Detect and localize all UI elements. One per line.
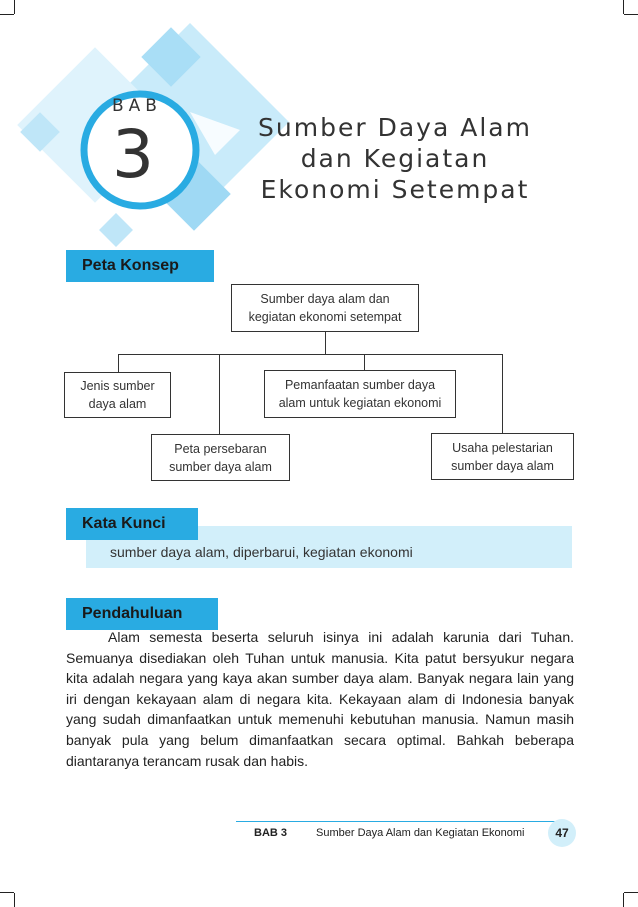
pendahuluan-body	[66, 627, 574, 771]
concept-root-line-1: Sumber daya alam dan	[260, 292, 390, 306]
chapter-label: BAB	[112, 96, 162, 116]
kata-kunci-text: sumber daya alam, diperbarui, kegiatan ekonomi	[110, 544, 413, 560]
crop-mark-bottom-left-v	[14, 893, 15, 907]
footer-title: Sumber Daya Alam dan Kegiatan Ekonomi	[316, 827, 525, 839]
chapter-number: 3	[112, 116, 154, 193]
kata-kunci-heading: Kata Kunci	[66, 508, 198, 540]
concept-node-pemanfaatan	[264, 370, 456, 418]
page-number: 47	[548, 819, 576, 847]
concept-node-usaha	[431, 433, 574, 480]
crop-mark-bottom-right-h	[624, 892, 638, 893]
chapter-title-line-3: Ekonomi Setempat	[260, 175, 530, 204]
crop-mark-bottom-left-h	[0, 892, 14, 893]
crop-mark-top-right-h	[624, 14, 638, 15]
chapter-title-line-2: dan Kegiatan	[300, 144, 490, 173]
concept-node-peta-line-2: sumber daya alam	[169, 459, 272, 474]
connector-root-down	[325, 332, 326, 354]
concept-node-jenis-line-1: Jenis sumber	[80, 379, 155, 393]
connector-to-jenis	[118, 354, 119, 372]
concept-node-jenis-line-2: daya alam	[88, 397, 147, 411]
concept-root-node	[231, 284, 419, 332]
concept-root-line-2: kegiatan ekonomi setempat	[248, 310, 402, 324]
concept-node-peta-line-1: Peta persebaran	[174, 441, 267, 456]
chapter-title-line-1: Sumber Daya Alam	[258, 113, 532, 142]
connector-to-usaha	[502, 354, 503, 433]
footer-rule	[236, 821, 566, 822]
chapter-title	[240, 112, 550, 205]
crop-mark-top-right-v	[623, 0, 624, 14]
concept-node-usaha-line-2: sumber daya alam	[451, 458, 554, 473]
footer-chapter: BAB 3	[254, 827, 288, 839]
pendahuluan-heading: Pendahuluan	[66, 598, 218, 630]
connector-to-peta	[219, 354, 220, 434]
pendahuluan-paragraph: Alam semesta beserta seluruh isinya ini adalah karunia dari Tuhan. Semuanya disediakan oleh Tuhan untuk manusia. Kita patut bersyukur negara kita adalah negara yang kaya akan sumber daya alam. Banyak negara lain yang iri dengan kekayaan alam di negara kita. Kekayaan alam di Indonesia banyak yang sudah dimanfaatkan untuk memenuhi kebutuhan manusia. Namun masih banyak pula yang belum dimanfaatkan secara optimal. Bahkah beberapa diantaranya terancam rusak dan habis.	[66, 629, 574, 769]
peta-konsep-heading: Peta Konsep	[66, 250, 214, 282]
concept-node-jenis	[64, 372, 171, 418]
concept-node-pemanfaatan-line-1: Pemanfaatan sumber daya	[284, 378, 436, 392]
connector-to-pemanfaatan	[364, 354, 365, 370]
concept-node-pemanfaatan-line-2: alam untuk kegiatan ekonomi	[278, 396, 442, 410]
concept-node-peta	[151, 434, 290, 481]
crop-mark-bottom-right-v	[623, 893, 624, 907]
concept-node-usaha-line-1: Usaha pelestarian	[452, 440, 553, 455]
connector-horizontal-bar	[118, 354, 503, 355]
